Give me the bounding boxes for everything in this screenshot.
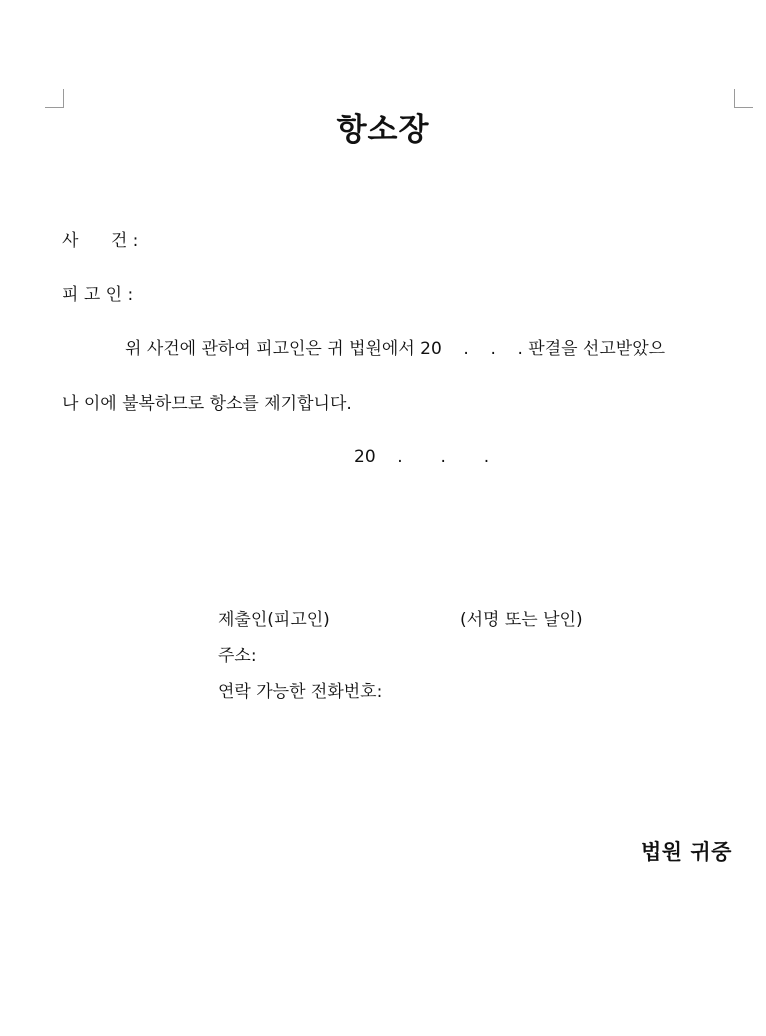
document-title: 항소장	[336, 112, 430, 148]
address-label: 주소:	[218, 646, 257, 666]
court-addressee: 법원 귀중	[641, 840, 732, 864]
date-line: 20 . . .	[354, 447, 490, 467]
submitter-label: 제출인(피고인)	[218, 610, 330, 630]
phone-label: 연락 가능한 전화번호:	[218, 682, 383, 702]
case-label: 사 건 :	[62, 231, 139, 251]
body-text-line-2: 나 이에 불복하므로 항소를 제기합니다.	[62, 394, 352, 414]
defendant-label: 피 고 인 :	[62, 285, 134, 305]
signature-note: (서명 또는 날인)	[460, 610, 583, 630]
body-text-line-1: 위 사건에 관하여 피고인은 귀 법원에서 20 . . . 판결을 선고받았으	[125, 339, 666, 359]
